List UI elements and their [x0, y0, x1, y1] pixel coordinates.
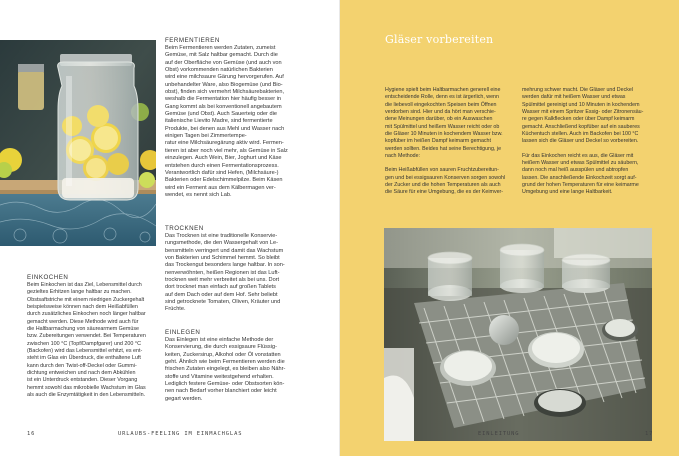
jars-on-rack-photo: [384, 228, 652, 441]
text-line: grund der hohen Temperaturen für eine keimarme: [522, 182, 639, 189]
text-line: rungsmethode, die den Wassergehalt von Le-: [165, 240, 278, 247]
text-line: verdorben sind. Hier und da hört man verschie-: [385, 109, 496, 116]
text-line: durch zusätzliches Einkochen noch länger haltbar: [27, 311, 146, 318]
text-line: gemacht werden. Diese Methode wird auch für: [27, 318, 139, 325]
right-column-2: [522, 87, 657, 197]
text-line: entstehen durch einen Fermentationsprozess.: [165, 162, 279, 169]
text-line: kann durch den Twist-off-Deckel oder Gummi-: [27, 362, 137, 369]
text-line: einzulegen. Auch Wein, Bier, Joghurt und Käse: [165, 155, 282, 162]
text-line: geht. Ähnlich wie beim Fermentieren werden die: [165, 359, 285, 366]
text-line: dort trocknet man einfach auf großen Tablets: [165, 284, 276, 291]
text-line: als auch die Enzymtätigkeit in den Lebensmitteln.: [27, 392, 146, 399]
text-einlegen: [165, 337, 335, 403]
text-line: entscheidende Rolle, denn es ist ärgerlich, wenn: [385, 94, 499, 101]
text-line: weshalb die Fermentation hier häufig besser in: [165, 96, 281, 103]
text-fermentieren: [165, 45, 335, 199]
text-line: re gegen Kalkflecken oder über Dampf keimarm: [522, 116, 635, 123]
page-number-left: 16: [27, 431, 36, 437]
page-title: Gläser vorbereiten: [385, 33, 494, 46]
text-line: Bakterien oder Edelschimmelpilze. Beim Käsen: [165, 177, 283, 184]
text-line: zwischen 100 °C (Topf/Dampfgarer) und 200 °C: [27, 340, 141, 347]
section-fermentieren: [165, 37, 335, 199]
text-line: wendet, es nennt sich Lab.: [165, 191, 232, 198]
text-line: trocknen weit mehr verbreitet als bei uns. Dort: [165, 277, 280, 284]
section-einkochen: [27, 274, 159, 400]
text-line: Obstsaftstriche mit einem niedrigen Zuckergehalt: [27, 296, 145, 303]
text-line: gen und bei essigsauren Konserven sorgen sowohl: [385, 174, 506, 181]
text-line: Lediglich festere Gemüse- oder Obstsorten kön-: [165, 381, 285, 388]
text-line: die Haltbarmachung von säurearmem Gemüse: [27, 326, 140, 333]
text-line: der Zucker und die hohen Temperaturen als auch: [385, 182, 501, 189]
text-heissabfuellen: [385, 167, 520, 196]
text-line: dene Meinungen darüber, ob ein Auswaschen: [385, 116, 493, 123]
text-line: das Trockengut besonders lange haltbar. In son-: [165, 262, 285, 269]
text-line: heißem Wasser und etwas Spülmittel zu säubern,: [522, 160, 639, 167]
text-line: die Säure für eine Umgebung, die es der Keimver-: [385, 189, 504, 196]
section-einlegen: [165, 329, 335, 403]
text-line: italienische Lievito Madre, sind fermentierte: [165, 118, 273, 125]
text-line: Küchentuch stellen. Auch im Backofen bei 100 °C: [522, 131, 639, 138]
text-line: auf dem Dach oder auf dem Hof. Sehr beliebt: [165, 291, 278, 298]
text-line: frischen Zutaten eingelegt, es bleiben also Nähr-: [165, 366, 286, 373]
text-line: bzw. Zubereitungen verwendet. Bei Temperaturen: [27, 333, 146, 340]
text-line: Beim Fermentieren werden Zutaten, zumeist: [165, 45, 276, 51]
running-title-right: EINLEITUNG: [478, 431, 520, 437]
text-line: mit Spülmittel und heißem Wasser reicht oder ob: [385, 123, 500, 130]
text-line: Produkte, bei denen aus Mehl und Wasser nach: [165, 125, 285, 132]
text-line: kopfüber im heißen Dampf keimarm gemacht: [385, 138, 491, 145]
text-line: beispielsweise können nach dem Heißabfüllen: [27, 304, 138, 311]
text-line: dichtung entweichen und nach dem Abkühlen: [27, 370, 136, 377]
text-line: Wasser mit einem Spritzer Essig- oder Zitronensäu-: [522, 109, 644, 116]
text-line: die Gläser 10 Minuten in kochendem Wasser bzw.: [385, 131, 503, 138]
section-trocknen: [165, 225, 335, 314]
text-line: ist ein Unterdruck entstanden. Dieser Vorgang: [27, 377, 138, 384]
text-hygiene: [385, 87, 520, 160]
heading-trocknen: TROCKNEN: [165, 225, 204, 232]
text-line: Beim Heißabfüllen von sauren Fruchtzubereitun-: [385, 167, 499, 174]
text-line: die liebevoll eingekochten Speisen beim Öffnen: [385, 101, 497, 108]
text-line: Gang kommt als bei konventionell angebautem: [165, 103, 282, 110]
heading-fermentieren: FERMENTIEREN: [165, 37, 220, 44]
text-line: nach Methode:: [385, 153, 421, 160]
text-line: lassen sich die Gläser und Deckel so vorbereiten.: [522, 138, 639, 145]
running-title-left: URLAUBS-FEELING IM EINMACHGLAS: [118, 431, 243, 437]
text-line: werden sollten. Beides hat seine Berechtigung, je: [385, 145, 502, 152]
text-line: nenverwöhnten, heißen Regionen ist das Luft-: [165, 269, 280, 276]
heading-einkochen: EINKOCHEN: [27, 274, 69, 281]
text-line: gemacht. Anschließend kopfüber auf ein sauberes: [522, 123, 640, 130]
text-line: gezieltes Erhitzen lange haltbar zu machen.: [27, 289, 132, 296]
text-line: keiten, Zuckersirup, Alkohol oder Öl vonstatten: [165, 351, 281, 358]
text-line: Beim Einkochen ist das Ziel, Lebensmittel durch: [27, 282, 142, 288]
text-line: ratur eine Milchsäuregärung aktiv wird. Fermen-: [165, 140, 284, 147]
text-line: wird eine milchsaure Gärung hervorgerufen. Auf: [165, 74, 284, 81]
text-line: wird ein Ferment aus dem Kälbermagen ver-: [165, 184, 276, 191]
text-line: unbehandelter Ware, also Biogemüse (und Bio-: [165, 81, 283, 88]
text-einkochen-glaeser: [522, 153, 657, 197]
text-line: bensmitteln verringert und damit das Wachstum: [165, 247, 284, 254]
text-line: steht im Glas ein Überdruck, die enthaltene Luft: [27, 355, 141, 362]
text-line: hemmt sowohl das mikrobielle Wachstum im Glas: [27, 384, 146, 391]
right-column-1: [385, 87, 520, 197]
text-line: obst), finden sich vermehrt Milchsäurebakterien,: [165, 89, 285, 96]
text-line: auf der Oberfläche von Gemüse (und auch von: [165, 59, 282, 66]
text-line: sind getrocknete Tomaten, Oliven, Kräuter und: [165, 299, 281, 306]
text-line: Spülmittel gereinigt und 10 Minuten in kochendem: [522, 101, 640, 108]
heading-einlegen: EINLEGEN: [165, 329, 201, 336]
text-line: mehrung schwer macht. Die Gläser und Deckel: [522, 87, 633, 93]
text-einkochen: [27, 282, 159, 400]
lemon-jar-photo: [0, 40, 156, 246]
text-line: Obst) vorkommenden natürlichen Bakterien: [165, 67, 273, 74]
text-line: Das Einlegen ist eine einfache Methode der: [165, 337, 274, 343]
text-line: werden dafür mit heißem Wasser und etwas: [522, 94, 626, 101]
text-line: dann noch mal heiß ausspülen und abtropfen: [522, 167, 629, 174]
text-line: Das Trocknen ist eine traditionelle Konservie-: [165, 233, 278, 239]
text-line: tieren ist aber noch viel mehr, als Gemüse in Salz: [165, 147, 288, 154]
text-line: lassen. Die anschließende Einkochzeit sorgt auf-: [522, 174, 637, 181]
text-reinigung: [522, 87, 657, 146]
text-line: Gemüse, mit Salz haltbar gemacht. Durch die: [165, 52, 278, 59]
text-line: Konservierung, die durch essigsaure Flüssig-: [165, 344, 277, 351]
page-number-right: 17: [645, 431, 654, 437]
text-line: von Bakterien und Schimmel hemmt. So bleibt: [165, 255, 280, 262]
text-line: Gemüse (und Obst). Auch Sauerteig oder die: [165, 111, 277, 118]
text-line: Für das Einkochen reicht es aus, die Gläser mit: [522, 152, 634, 159]
text-trocknen: [165, 233, 335, 314]
text-line: Hygiene spielt beim Haltbarmachen generell eine: [385, 87, 501, 93]
text-line: Umgebung und eine lange Haltbarkeit.: [522, 189, 613, 196]
text-line: (Backofen) wird das Lebensmittel erhitzt, es ent-: [27, 348, 143, 355]
text-line: Früchte.: [165, 306, 186, 313]
text-line: Verantwortlich dafür sind Hefen, (Milchsäure-): [165, 169, 279, 176]
text-line: stoffe und Vitamine weitestgehend erhalten.: [165, 373, 274, 380]
text-line: nen nach Bedarf vorher blanchiert oder leicht: [165, 388, 277, 395]
text-line: gegart werden.: [165, 395, 203, 402]
lemon-jar-illustration: [0, 40, 156, 246]
text-line: einigen Tagen bei Zimmertempe-: [165, 133, 247, 140]
jars-rack-illustration: [384, 228, 652, 441]
